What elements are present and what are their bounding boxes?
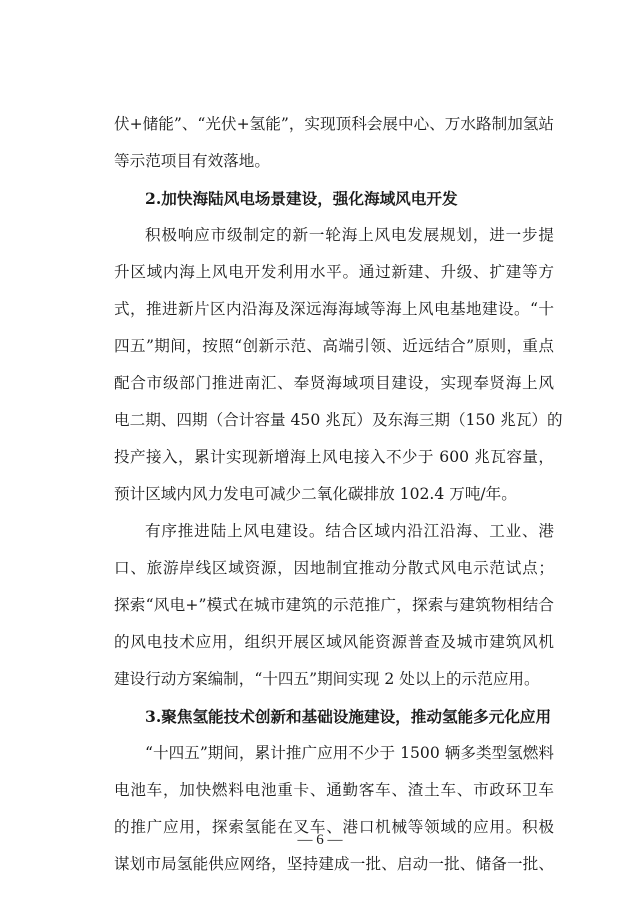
text-line: 四五”期间，按照“创新示范、高端引领、近远结合”原则，重点: [114, 337, 554, 355]
text-line: 等示范项目有效落地。: [114, 152, 270, 170]
text-line: 口、旅游岸线区域资源，因地制宜推动分散式风电示范试点；: [114, 559, 554, 577]
text-line: 谋划市局氢能供应网络，坚持建成一批、启动一批、储备一批、: [114, 855, 554, 873]
text-line: 建设行动方案编制，“十四五”期间实现 2 处以上的示范应用。: [114, 670, 540, 688]
text-line: 式，推进新片区内沿海及深远海海域等海上风电基地建设。“十: [114, 300, 554, 318]
text-line: 的推广应用，探索氢能在叉车、港口机械等领域的应用。积极: [114, 818, 554, 836]
text-line: “十四五”期间，累计推广应用不少于 1500 辆多类型氢燃料: [145, 744, 554, 762]
text-line: 预计区域内风力发电可减少二氧化碳排放 102.4 万吨/年。: [114, 485, 517, 503]
text-line: 投产接入，累计实现新增海上风电接入不少于 600 兆瓦容量，: [114, 448, 554, 466]
text-line: 配合市级部门推进南汇、奉贤海域项目建设，实现奉贤海上风: [114, 374, 554, 392]
text-line: 电池车，加快燃料电池重卡、通勤客车、渣土车、市政环卫车: [114, 781, 554, 799]
text-line: 有序推进陆上风电建设。结合区域内沿江沿海、工业、港: [145, 522, 554, 540]
section-heading: 2.加快海陆风电场景建设，强化海域风电开发: [145, 189, 458, 208]
text-line: 的风电技术应用，组织开展区域风能资源普查及城市建筑风机: [114, 633, 554, 651]
text-line: 升区域内海上风电开发利用水平。通过新建、升级、扩建等方: [114, 263, 554, 281]
text-line: 探索“风电+”模式在城市建筑的示范推广，探索与建筑物相结合: [114, 596, 554, 614]
document-body: [114, 106, 563, 883]
text-line: 伏+储能”、“光伏+氢能”，实现顶科会展中心、万水路制加氢站: [114, 115, 554, 133]
page-number: — 6 —: [297, 832, 343, 848]
text-line: 电二期、四期（合计容量 450 兆瓦）及东海三期（150 兆瓦）的: [114, 411, 563, 429]
section-heading: 3.聚焦氢能技术创新和基础设施建设，推动氢能多元化应用: [145, 707, 552, 726]
text-line: 积极响应市级制定的新一轮海上风电发展规划，进一步提: [145, 226, 554, 244]
